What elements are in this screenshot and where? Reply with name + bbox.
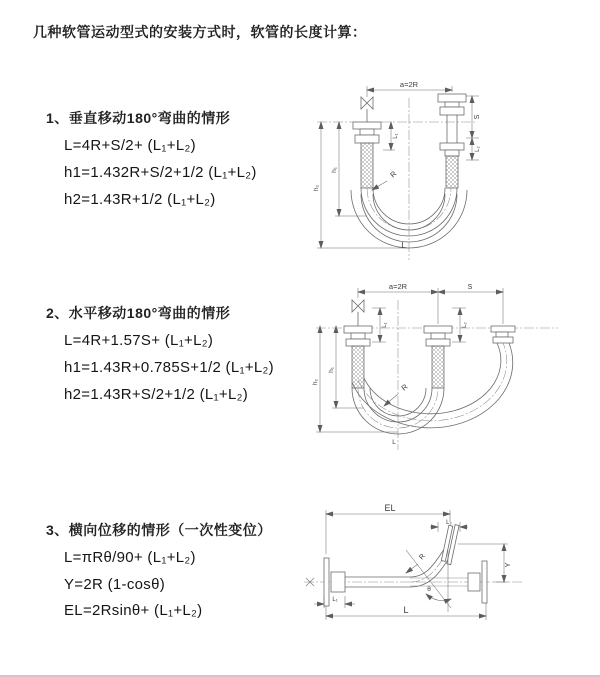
dim-l-label: L bbox=[403, 605, 409, 615]
dim-el-label: EL bbox=[384, 503, 396, 513]
dim-y-label: Y bbox=[503, 562, 512, 568]
dim-l1-label: L₁ bbox=[382, 322, 388, 328]
dimension-s bbox=[438, 284, 503, 292]
radius-label: R bbox=[399, 382, 410, 393]
formula-line: L=4R+1.57S+ (L₁+L₂) bbox=[64, 332, 214, 349]
dim-l2-label: L₂ bbox=[462, 322, 468, 328]
length-label: L bbox=[392, 439, 396, 446]
valve-icon bbox=[361, 97, 373, 122]
braided-hose-section bbox=[446, 156, 458, 188]
page-title: 几种软管运动型式的安装方式时，软管的长度计算： bbox=[33, 24, 367, 40]
dimension-s bbox=[466, 96, 481, 138]
radius-callout bbox=[384, 382, 410, 406]
braided-hose-section bbox=[361, 143, 373, 188]
dim-h2-label: h₂ bbox=[313, 184, 320, 192]
radius-label: R bbox=[388, 169, 399, 180]
dimension-l2 bbox=[452, 308, 468, 342]
formula-line: EL=2Rsinθ+ (L₁+L₂) bbox=[64, 602, 203, 619]
braided-hose-section bbox=[352, 346, 364, 388]
section-2-heading: 2、水平移动180°弯曲的情形 bbox=[46, 305, 231, 321]
radius-label: R bbox=[418, 552, 427, 562]
formula-line: L=4R+S/2+ (L₁+L₂) bbox=[64, 137, 196, 154]
dim-h1-label: h₁ bbox=[328, 367, 335, 373]
dim-a-label: a=2R bbox=[399, 80, 419, 89]
section-1-heading: 1、垂直移动180°弯曲的情形 bbox=[46, 110, 231, 126]
formula-line: h1=1.43R+0.785S+1/2 (L₁+L₂) bbox=[64, 359, 274, 376]
hose-u-bend-position1 bbox=[352, 388, 444, 434]
dim-h2-label: h₂ bbox=[312, 378, 319, 386]
braided-hose-section bbox=[432, 346, 444, 388]
dimension-l1 bbox=[314, 596, 355, 608]
formula-line: h1=1.432R+S/2+1/2 (L₁+L₂) bbox=[64, 164, 257, 181]
diagram-lateral-displacement bbox=[298, 500, 598, 652]
angle-label: θ bbox=[427, 586, 431, 593]
dimension-el bbox=[326, 503, 450, 554]
dimension-l1 bbox=[372, 308, 388, 342]
dim-h1-label: h₁ bbox=[331, 167, 338, 173]
dim-a-label: a=2R bbox=[388, 282, 408, 291]
right-fitting bbox=[438, 94, 466, 188]
diagram-horizontal-180-bend bbox=[308, 280, 598, 462]
valve-icon bbox=[352, 300, 364, 326]
formula-line: L=πRθ/90+ (L₁+L₂) bbox=[64, 549, 196, 566]
formula-line: Y=2R (1-cosθ) bbox=[64, 576, 166, 593]
dim-s-label: S bbox=[474, 114, 481, 120]
left-fitting bbox=[344, 326, 372, 388]
section-3-heading: 3、横向位移的情形（一次性变位） bbox=[46, 522, 272, 538]
middle-fitting bbox=[424, 326, 452, 388]
formula-line: h2=1.43R+1/2 (L₁+L₂) bbox=[64, 191, 216, 208]
displaced-flange bbox=[441, 523, 459, 564]
left-fitting bbox=[353, 122, 381, 188]
radius-callout bbox=[372, 169, 399, 190]
right-fitting bbox=[491, 326, 515, 343]
dim-l2-label: L₂ bbox=[446, 520, 452, 526]
diagram-vertical-180-bend bbox=[305, 76, 595, 266]
dim-l1-label: L₁ bbox=[393, 133, 399, 139]
radius-callout bbox=[406, 553, 427, 573]
dimension-l1 bbox=[383, 122, 399, 150]
hose-s-curve bbox=[345, 548, 451, 587]
right-flange bbox=[468, 561, 487, 603]
formula-line: h2=1.43R+S/2+1/2 (L₁+L₂) bbox=[64, 386, 249, 403]
length-label: L bbox=[401, 240, 406, 250]
dim-l2-label: L₂ bbox=[475, 146, 481, 152]
dim-s-label: S bbox=[467, 284, 473, 291]
dim-l1-label: L₁ bbox=[332, 597, 338, 603]
dimension-l bbox=[326, 603, 486, 620]
dimension-l2 bbox=[466, 138, 481, 160]
